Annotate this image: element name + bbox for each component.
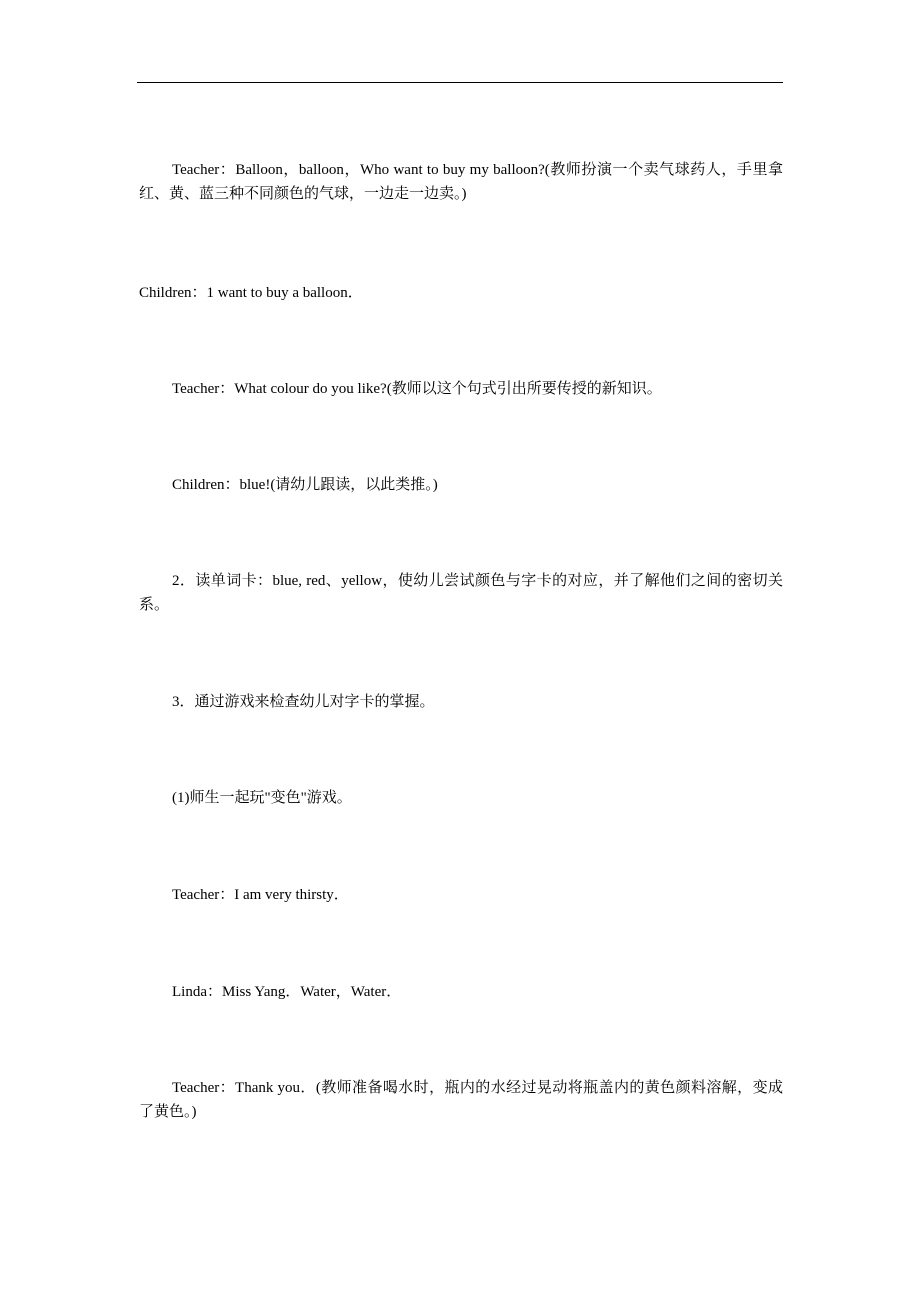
header-rule (137, 82, 783, 83)
paragraph-teacher-thirsty: Teacher：I am very thirsty． (172, 887, 349, 903)
paragraph-teacher-balloon: Teacher：Balloon，balloon，Who want to buy my balloon?(教师扮演一个卖气球药人，手里拿红、黄、蓝三种不同颜色的气球，一边走一边卖。) (139, 162, 783, 202)
paragraph-read-word-cards: 2．读单词卡：blue, red、yellow，使幼儿尝试颜色与字卡的对应，并了解他们之间的密切关系。 (139, 573, 783, 613)
paragraph-teacher-what-colour: Teacher：What colour do you like?(教师以这个句式引出所要传授的新知识。 (172, 381, 662, 397)
paragraph-color-change-game: (1)师生一起玩"变色"游戏。 (172, 790, 352, 806)
paragraph-game-check: 3．通过游戏来检查幼儿对字卡的掌握。 (172, 694, 435, 710)
paragraph-children-buy-balloon: Children：1 want to buy a balloon． (139, 285, 363, 301)
paragraph-linda-water: Linda：Miss Yang．Water，Water． (172, 984, 402, 1000)
paragraph-teacher-thank-you: Teacher：Thank you．(教师准备喝水时，瓶内的水经过晃动将瓶盖内的黄色颜料溶解，变成了黄色。) (139, 1080, 783, 1120)
paragraph-children-blue: Children：blue!(请幼儿跟读，以此类推。) (172, 477, 438, 493)
